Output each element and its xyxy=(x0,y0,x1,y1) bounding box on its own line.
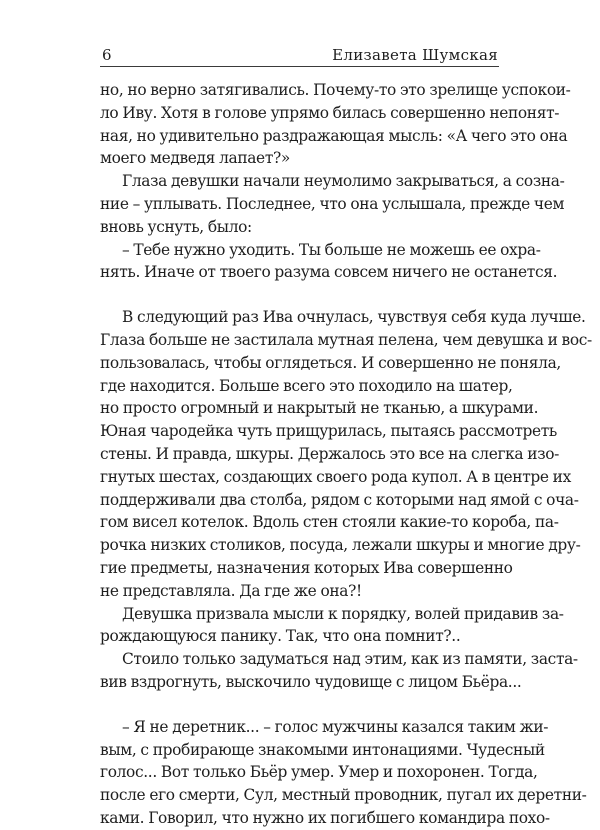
section-break xyxy=(100,694,499,716)
text-line: не представляла. Да где же она?! xyxy=(100,581,362,600)
text-line: рождающуюся панику. Так, что она помнит?.. xyxy=(100,627,461,646)
text-line: Глаза девушки начали неумолимо закрываться, а сознa- xyxy=(122,172,565,191)
text-line: – Я не деретник... – голос мужчины казался таким жи- xyxy=(122,717,549,736)
paragraph xyxy=(100,603,564,649)
text-line: Юная чародейка чуть прищурилась, пытаясь рассмотреть xyxy=(100,422,557,441)
text-line: Девушка призвала мысли к порядку, волей придавив за- xyxy=(122,604,564,623)
page-number: 6 xyxy=(102,46,112,64)
text-line: рочка низких столиков, посуда, лежали шкуры и многие дру- xyxy=(100,536,581,555)
body-text xyxy=(100,79,592,830)
text-line: ная, но удивительно раздражающая мысль: «А чего это она xyxy=(100,126,568,145)
text-line: голос... Вот только Бьёр умер. Умер и похоронен. Тогда, xyxy=(100,763,538,782)
text-line: пользовалась, чтобы оглядеться. И совершенно не поняла, xyxy=(100,353,561,372)
text-line: вив вздрогнуть, выскочило чудовище с лицом Бьёра... xyxy=(100,672,522,691)
text-line: поддерживали два столба, рядом с которыми над ямой с оча- xyxy=(100,490,579,509)
paragraph xyxy=(100,648,578,694)
text-line: Стоило только задуматься над этим, как из памяти, застa- xyxy=(122,650,578,669)
text-line: после его смерти, Сул, местный проводник, пугал их деретни- xyxy=(100,786,587,805)
text-line: ло Иву. Хотя в голове упрямо билась совершенно непонят- xyxy=(100,103,560,122)
paragraph xyxy=(100,306,592,602)
text-line: гом висел котелок. Вдоль стен стояли какие-то короба, па- xyxy=(100,513,559,532)
paragraph xyxy=(100,79,571,170)
paragraph xyxy=(100,239,558,285)
text-line: где находится. Больше всего это походило на шатер, xyxy=(100,376,513,395)
text-line: стены. И правда, шкуры. Держалось это все на слегка изо- xyxy=(100,444,560,463)
text-line: В следующий раз Ива очнулась, чувствуя себя куда лучше. xyxy=(122,308,586,327)
text-line: гнутых шестах, создающих своего рода купол. А в центре их xyxy=(100,467,571,486)
text-line: моего медведя лапает?» xyxy=(100,149,290,168)
text-line: ками. Говорил, что нужно их погибшего командира похо- xyxy=(100,808,550,827)
text-line: нять. Иначе от твоего разума совсем ничего не останется. xyxy=(100,263,558,282)
text-line: гие предметы, назначения которых Ива совершенно xyxy=(100,558,513,577)
section-break xyxy=(100,284,499,306)
text-line: Глаза больше не застилала мутная пелена, чем девушка и вос- xyxy=(100,330,592,349)
page-header xyxy=(100,40,498,68)
text-line: но просто огромный и накрытый не тканью, а шкурами. xyxy=(100,399,539,418)
text-line: ние – уплывать. Последнее, что она услышала, прежде чем xyxy=(100,194,565,213)
paragraph xyxy=(100,716,587,830)
text-line: – Тебе нужно уходить. Ты больше не можешь ее охра- xyxy=(122,240,541,259)
text-line: но, но верно затягивались. Почему-то это зрелище успокои- xyxy=(100,81,571,99)
running-title: Елизавета Шумская xyxy=(332,46,498,64)
paragraph xyxy=(100,170,565,238)
header-divider xyxy=(100,66,499,67)
text-line: вым, с пробирающе знакомыми интонациями. Чудесный xyxy=(100,740,545,759)
text-line: вновь уснуть, было: xyxy=(100,217,252,236)
